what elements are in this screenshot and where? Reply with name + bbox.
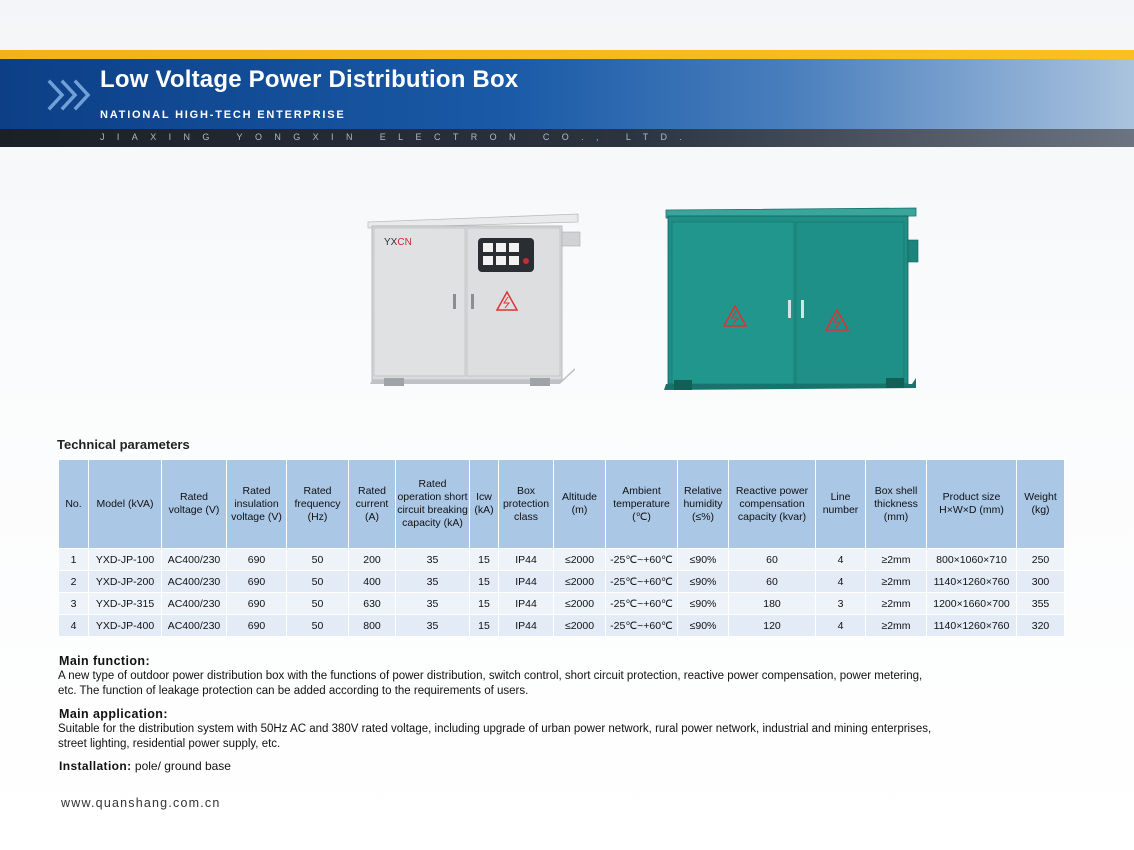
table-cell: 690	[227, 593, 287, 615]
table-cell: ≤90%	[678, 571, 729, 593]
table-cell: ≤2000	[554, 571, 606, 593]
company-name: JIAXING YONGXIN ELECTRON CO., LTD.	[100, 132, 695, 142]
table-cell: IP44	[499, 615, 554, 637]
table-cell: YXD-JP-315	[89, 593, 162, 615]
table-cell: 1140×1260×760	[927, 571, 1017, 593]
table-cell: -25℃~+60℃	[606, 615, 678, 637]
column-header: Relative humidity (≤%)	[678, 460, 729, 549]
main-application-text: Suitable for the distribution system with 50Hz AC and 380V rated voltage, including upgrade of urban power network, rural power network, industrial and mining enterprises, street lighting, residential power supply, etc.	[58, 723, 932, 750]
main-application-heading: Main application:	[59, 707, 168, 721]
column-header: Rated operation short circuit breaking capacity (kA)	[396, 460, 470, 549]
table-cell: 3	[59, 593, 89, 615]
technical-parameters-table	[58, 459, 1065, 637]
table-cell: ≤90%	[678, 593, 729, 615]
column-header: Weight (kg)	[1017, 460, 1065, 549]
table-cell: 400	[349, 571, 396, 593]
table-cell: ≤2000	[554, 615, 606, 637]
table-cell: AC400/230	[162, 615, 227, 637]
table-cell: 35	[396, 549, 470, 571]
table-cell: AC400/230	[162, 593, 227, 615]
column-header: No.	[59, 460, 89, 549]
column-header: Ambient temperature (℃)	[606, 460, 678, 549]
table-row	[59, 615, 1065, 637]
column-header: Reactive power compensation capacity (kvar)	[729, 460, 816, 549]
installation-heading: Installation:	[59, 759, 132, 773]
column-header: Rated frequency (Hz)	[287, 460, 349, 549]
table-cell: ≥2mm	[866, 593, 927, 615]
table-cell: 4	[816, 615, 866, 637]
table-cell: 4	[816, 549, 866, 571]
column-header: Rated current (A)	[349, 460, 396, 549]
column-header: Line number	[816, 460, 866, 549]
table-cell: 120	[729, 615, 816, 637]
product-images	[360, 200, 940, 400]
table-cell: 800×1060×710	[927, 549, 1017, 571]
column-header: Rated voltage (V)	[162, 460, 227, 549]
table-cell: 180	[729, 593, 816, 615]
table-cell: 35	[396, 615, 470, 637]
brand-logo: YXCN	[384, 237, 412, 248]
table-cell: 15	[470, 571, 499, 593]
table-cell: ≤2000	[554, 549, 606, 571]
table-cell: 250	[1017, 549, 1065, 571]
table-cell: ≥2mm	[866, 571, 927, 593]
table-cell: ≤90%	[678, 615, 729, 637]
table-cell: -25℃~+60℃	[606, 549, 678, 571]
table-cell: 690	[227, 549, 287, 571]
installation-line	[59, 759, 231, 773]
table-cell: IP44	[499, 571, 554, 593]
table-cell: IP44	[499, 549, 554, 571]
chevron-arrows-icon	[46, 78, 94, 112]
table-cell: 15	[470, 615, 499, 637]
table-cell: 1200×1660×700	[927, 593, 1017, 615]
page-subtitle: NATIONAL HIGH-TECH ENTERPRISE	[100, 109, 346, 121]
table-cell: 690	[227, 571, 287, 593]
table-cell: AC400/230	[162, 571, 227, 593]
column-header: Product size H×W×D (mm)	[927, 460, 1017, 549]
table-row	[59, 549, 1065, 571]
green-cabinet-image	[664, 208, 918, 390]
table-cell: 800	[349, 615, 396, 637]
table-cell: ≤90%	[678, 549, 729, 571]
table-cell: YXD-JP-400	[89, 615, 162, 637]
website-link[interactable]: www.quanshang.com.cn	[61, 796, 221, 810]
table-row	[59, 571, 1065, 593]
column-header: Altitude (m)	[554, 460, 606, 549]
main-function-heading: Main function:	[59, 654, 151, 668]
table-cell: 15	[470, 549, 499, 571]
table-cell: 320	[1017, 615, 1065, 637]
table-cell: IP44	[499, 593, 554, 615]
table-cell: 1140×1260×760	[927, 615, 1017, 637]
column-header: Rated insulation voltage (V)	[227, 460, 287, 549]
table-cell: 355	[1017, 593, 1065, 615]
table-cell: YXD-JP-200	[89, 571, 162, 593]
main-function-text: A new type of outdoor power distribution box with the functions of power distribution, switch control, short circuit protection, reactive power compensation, power metering, etc. The function of leakage protection can be added according to the requirements of users.	[58, 670, 923, 697]
table-cell: -25℃~+60℃	[606, 593, 678, 615]
table-cell: 4	[59, 615, 89, 637]
table-cell: 4	[816, 571, 866, 593]
table-cell: 2	[59, 571, 89, 593]
table-cell: 300	[1017, 571, 1065, 593]
header-banner	[0, 0, 1134, 148]
table-cell: 50	[287, 615, 349, 637]
table-cell: -25℃~+60℃	[606, 571, 678, 593]
table-heading: Technical parameters	[57, 437, 190, 452]
table-cell: 200	[349, 549, 396, 571]
table-header-row	[59, 460, 1065, 549]
gold-strip	[0, 50, 1134, 59]
table-cell: 15	[470, 593, 499, 615]
table-cell: 50	[287, 593, 349, 615]
table-cell: 690	[227, 615, 287, 637]
table-cell: YXD-JP-100	[89, 549, 162, 571]
table-cell: ≤2000	[554, 593, 606, 615]
table-cell: 3	[816, 593, 866, 615]
column-header: Box protection class	[499, 460, 554, 549]
column-header: Icw (kA)	[470, 460, 499, 549]
column-header: Box shell thickness (mm)	[866, 460, 927, 549]
page-title: Low Voltage Power Distribution Box	[100, 66, 519, 93]
table-cell: ≥2mm	[866, 549, 927, 571]
table-cell: 50	[287, 549, 349, 571]
table-cell: 35	[396, 593, 470, 615]
table-cell: 60	[729, 549, 816, 571]
table-cell: 630	[349, 593, 396, 615]
table-cell: 35	[396, 571, 470, 593]
table-cell: AC400/230	[162, 549, 227, 571]
table-cell: 1	[59, 549, 89, 571]
table-cell: ≥2mm	[866, 615, 927, 637]
table-cell: 60	[729, 571, 816, 593]
column-header: Model (kVA)	[89, 460, 162, 549]
table-cell: 50	[287, 571, 349, 593]
installation-text: pole/ ground base	[134, 759, 231, 773]
table-row	[59, 593, 1065, 615]
